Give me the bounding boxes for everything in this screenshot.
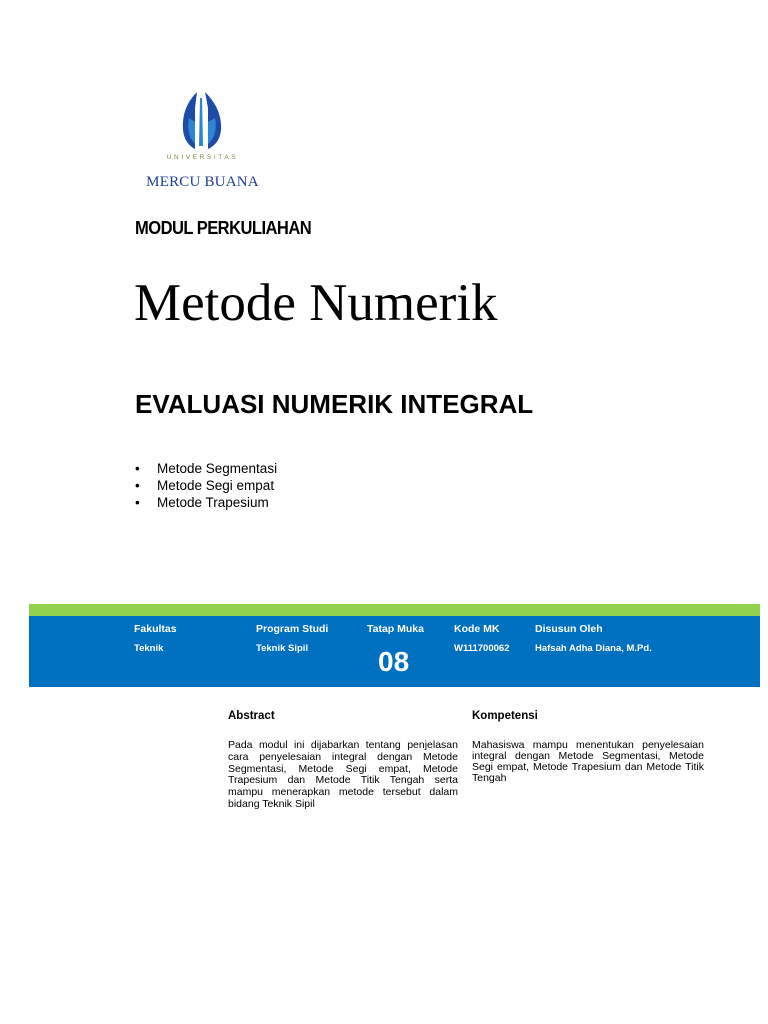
course-title: Metode Numerik [134,274,498,332]
kompetensi-title: Kompetensi [472,710,538,722]
fakultas-label: Fakultas [134,623,177,635]
topic-list [135,460,277,511]
info-band-green-strip [29,604,760,616]
abstract-title: Abstract [228,710,275,722]
kode-mk-label: Kode MK [454,623,500,635]
disusun-oleh-value: Hafsah Adha Diana, M.Pd. [535,643,652,654]
tatap-muka-label: Tatap Muka [367,623,424,635]
kompetensi-text: Mahasiswa mampu menentukan penyelesaian integral dengan Metode Segmentasi, Metode Segi empat, Metode Trapesium dan Metode Titik Tengah [472,739,704,784]
program-studi-value: Teknik Sipil [256,643,309,654]
logo-university-name: MERCU BUANA [146,174,259,190]
modul-label: MODUL PERKULIAHAN [135,218,312,238]
topic-item: • Metode Segmentasi [135,460,277,477]
topic-item: • Metode Trapesium [135,494,277,511]
fakultas-value: Teknik [134,643,164,654]
tatap-muka-value: 08 [378,646,410,677]
university-logo [135,88,270,193]
abstract-text: Pada modul ini dijabarkan tentang penjelasan cara penyelesaian integral dengan Metode Segmentasi, Metode Segi empat, Metode Trapesium dan Metode Titik Tengah serta mampu menerapkan metode tersebut dalam bidang Teknik Sipil [228,739,458,810]
topic-item: • Metode Segi empat [135,477,277,494]
kode-mk-value: W111700062 [454,643,510,654]
mercu-buana-emblem-icon [135,88,270,158]
module-subtitle: EVALUASI NUMERIK INTEGRAL [135,389,534,419]
logo-university-label: UNIVERSITAS [166,154,239,161]
disusun-oleh-label: Disusun Oleh [535,623,603,635]
program-studi-label: Program Studi [256,623,329,635]
